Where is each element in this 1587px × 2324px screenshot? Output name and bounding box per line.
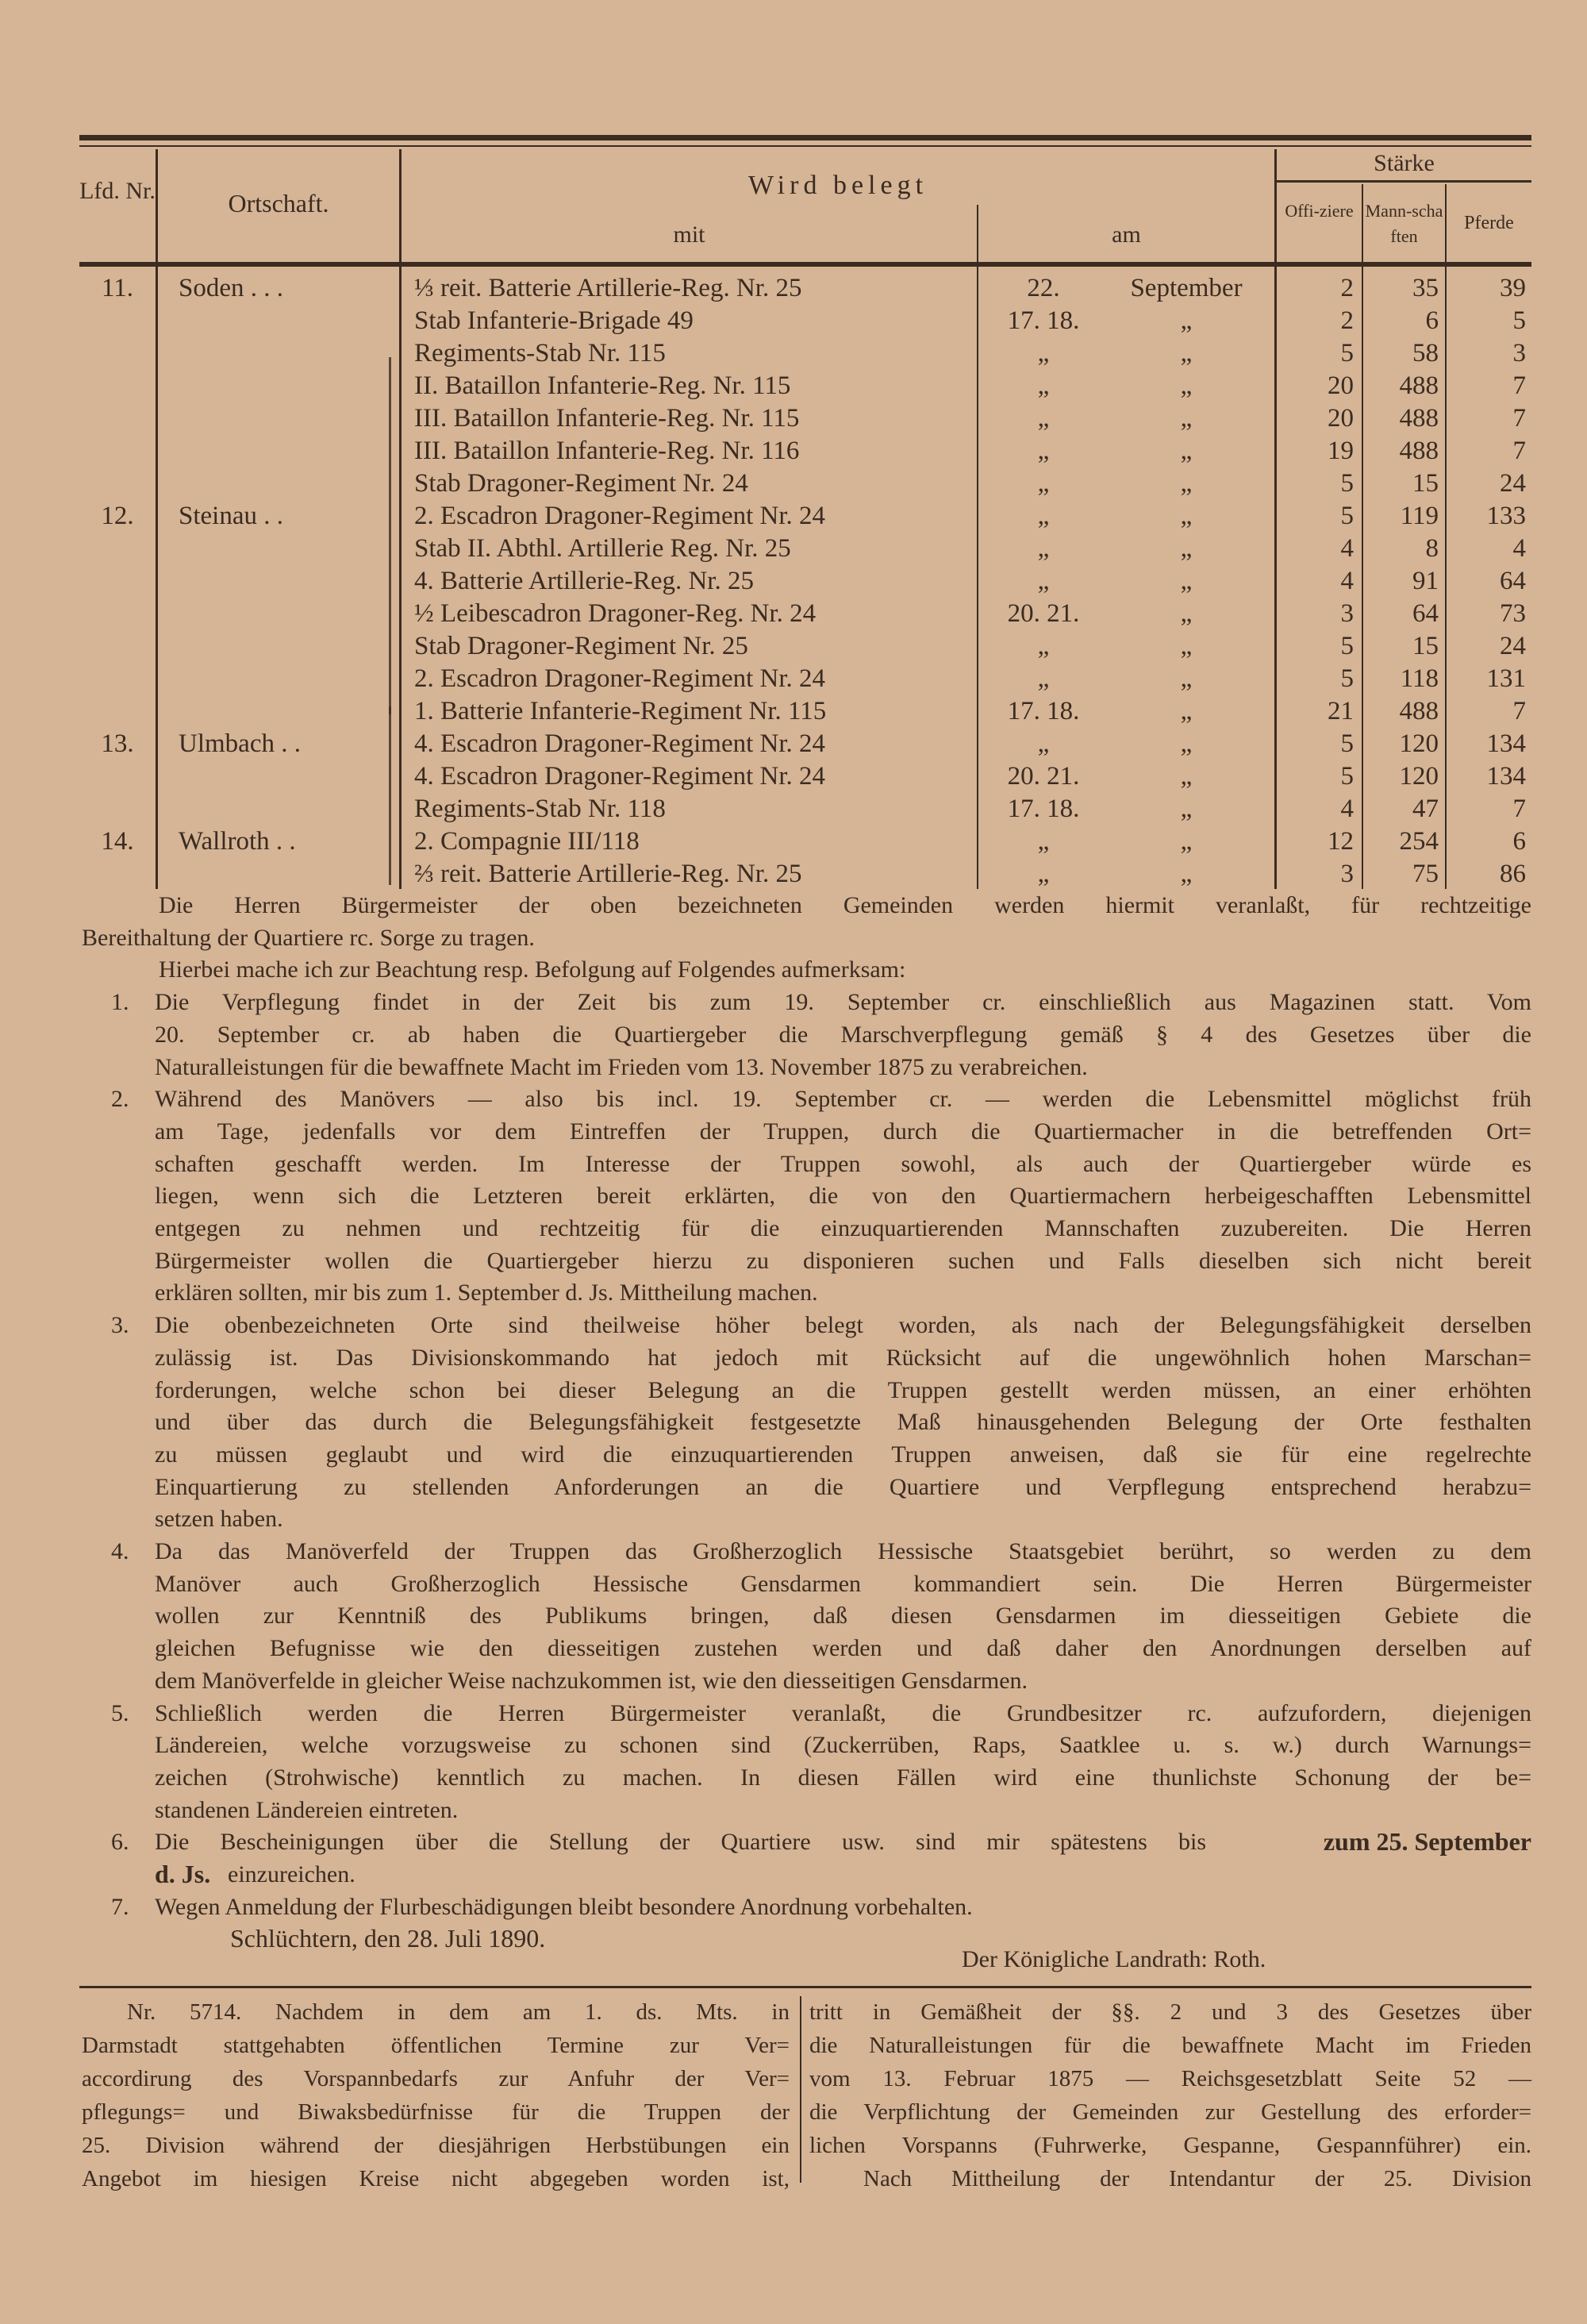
header-bottom-rule [79, 262, 1531, 267]
row-am-month: „ [1180, 762, 1193, 791]
row-ortschaft [179, 337, 393, 370]
body-line: und über das durch die Belegungsfähigkeit festgesetzte Maß hinausgehenden Belegung der Orte festhalten [155, 1409, 1531, 1436]
row-offiziere: 20 [1328, 404, 1354, 433]
row-mannschaften: 58 [1412, 339, 1439, 367]
row-am-days: „ [1037, 371, 1050, 400]
row-mit: III. Bataillon Infanterie-Reg. Nr. 115 [414, 404, 800, 433]
row-pferde: 6 [1512, 827, 1526, 856]
row-ortschaft: Wallroth . . [179, 827, 296, 856]
row-pferde: 133 [1486, 502, 1526, 530]
body-line: Einquartierung zu stellenden Anforderungen an die Quartiere und Verpflegung entsprechend herabzu= [155, 1473, 1531, 1500]
row-am-days: „ [1037, 664, 1050, 693]
notice-left-line: 25. Division während der diesjährigen Herbstübungen ein [82, 2133, 790, 2158]
notice-right-line: die Naturalleistungen für die bewaffnete Macht im Frieden [809, 2033, 1531, 2058]
row-pferde: 3 [1512, 339, 1526, 367]
row-mit: 4. Escadron Dragoner-Regiment Nr. 24 [414, 729, 826, 758]
row-ortschaft [179, 858, 393, 891]
row-am-days: 17. 18. [1007, 795, 1080, 823]
row-mit: 2. Escadron Dragoner-Regiment Nr. 24 [414, 502, 826, 530]
row-mannschaften: 8 [1425, 534, 1439, 563]
body-line: Wegen Anmeldung der Flurbeschädigungen bleibt besondere Anordnung vorbehalten. [155, 1893, 973, 1920]
header-ortschaft: Ortschaft. [228, 189, 329, 217]
row-pferde: 7 [1512, 371, 1526, 400]
col-divider-lfd [156, 149, 158, 889]
row-ortschaft [179, 305, 393, 337]
row-mit: ⅔ reit. Batterie Artillerie-Reg. Nr. 25 [414, 860, 802, 888]
body-line: Während des Manövers — also bis incl. 19. September cr. — werden die Lebensmittel möglichst früh [155, 1086, 1531, 1113]
body-line: Bürgermeister wollen die Quartiergeber hierzu zu disponieren suchen und Falls dieselben sich nicht bereit [155, 1247, 1531, 1274]
row-am-month: „ [1180, 404, 1193, 433]
body-line: 20. September cr. ab haben die Quartiergeber die Marschverpflegung gemäß § 4 des Gesetzes über die [155, 1021, 1531, 1048]
row-lfd [79, 435, 156, 467]
row-ortschaft: Ulmbach . . [179, 729, 301, 758]
row-offiziere: 20 [1328, 371, 1354, 400]
row-mannschaften: 488 [1399, 437, 1439, 465]
row-pferde: 24 [1500, 469, 1526, 498]
row-mannschaften: 6 [1425, 306, 1439, 335]
item-number: 6. [111, 1829, 129, 1856]
row-pferde: 134 [1486, 762, 1526, 791]
body-line: Ländereien, welche vorzugsweise zu schonen sind (Zuckerrüben, Raps, Saatklee u. s. w.) durch Warnungs= [155, 1732, 1531, 1759]
row-mit: Regiments-Stab Nr. 115 [414, 339, 666, 367]
row-mit: 4. Escadron Dragoner-Regiment Nr. 24 [414, 762, 826, 791]
row-am-month: „ [1180, 827, 1193, 856]
row-lfd: 14. [101, 827, 134, 856]
body-line: schaften geschafft werden. Im Interesse der Truppen sowohl, als auch der Quartiergeber würde es [155, 1150, 1531, 1177]
row-mit: Stab Dragoner-Regiment Nr. 25 [414, 632, 748, 660]
row-pferde: 7 [1512, 404, 1526, 433]
body-line: setzen haben. [155, 1506, 283, 1533]
notice-column-divider [800, 1996, 801, 2183]
notice-right-line: vom 13. Februar 1875 — Reichsgesetzblatt Seite 52 — [809, 2066, 1531, 2091]
row-lfd [79, 598, 156, 630]
row-mannschaften: 118 [1400, 664, 1439, 693]
body-line: zu müssen geglaubt und wird die einzuquartierenden Truppen anweisen, daß sie für eine regelrechte [155, 1441, 1531, 1468]
item-number: 1. [111, 989, 129, 1016]
row-am-month: „ [1180, 664, 1193, 693]
row-am-days: „ [1037, 567, 1050, 595]
row-lfd [79, 402, 156, 435]
row-mit: Stab Dragoner-Regiment Nr. 24 [414, 469, 748, 498]
row-pferde: 7 [1512, 437, 1526, 465]
row-lfd: 11. [101, 274, 134, 302]
row-am-month: „ [1180, 502, 1193, 530]
row-lfd [79, 663, 156, 695]
body-line: standenen Ländereien eintreten. [155, 1796, 459, 1823]
row-am-month: „ [1180, 795, 1193, 823]
row-am-days: „ [1037, 339, 1050, 367]
row-mannschaften: 254 [1399, 827, 1439, 856]
row-mannschaften: 120 [1399, 762, 1439, 791]
row-am-month: „ [1180, 860, 1193, 888]
notice-right-line: lichen Vorspanns (Fuhrwerke, Gespanne, Gespannführer) ein. [809, 2133, 1531, 2158]
row-am-days: „ [1037, 729, 1050, 758]
row-offiziere: 5 [1340, 664, 1354, 693]
item-number: 2. [111, 1086, 129, 1113]
row-am-month: „ [1180, 371, 1193, 400]
row-am-days: 17. 18. [1007, 306, 1080, 335]
row-am-days: „ [1037, 502, 1050, 530]
row-lfd [79, 467, 156, 500]
row-lfd [79, 337, 156, 370]
row-pferde: 131 [1486, 664, 1526, 693]
row-mannschaften: 47 [1412, 795, 1439, 823]
body-line: entgegen zu nehmen und rechtzeitig für die einzuquartierenden Mannschaften zuzubereiten. Die Herren [155, 1215, 1531, 1241]
notice-left-line: accordirung des Vorspannbedarfs zur Anfuhr der Ver= [82, 2066, 790, 2091]
body-line: Naturalleistungen für die bewaffnete Macht im Frieden vom 13. November 1875 zu verabreichen. [155, 1053, 1088, 1080]
row-mit: III. Bataillon Infanterie-Reg. Nr. 116 [414, 437, 800, 465]
row-offiziere: 12 [1328, 827, 1354, 856]
row-mannschaften: 119 [1400, 502, 1439, 530]
col-divider-ort [399, 149, 402, 889]
body-line: zeichen (Strohwische) kenntlich zu machen. In diesen Fällen wird eine thunlichste Schonung der be= [155, 1764, 1531, 1791]
item-number: 4. [111, 1538, 129, 1564]
row-ortschaft [179, 435, 393, 467]
row-mit: II. Bataillon Infanterie-Reg. Nr. 115 [414, 371, 791, 400]
row-mannschaften: 488 [1399, 697, 1439, 725]
header-mannschaften: Mann-schaften [1365, 201, 1443, 246]
row-lfd [79, 305, 156, 337]
row-mannschaften: 91 [1412, 567, 1439, 595]
row-mit: Stab Infanterie-Brigade 49 [414, 306, 694, 335]
row-mannschaften: 15 [1412, 469, 1439, 498]
row-offiziere: 4 [1340, 534, 1354, 563]
row-pferde: 134 [1486, 729, 1526, 758]
row-pferde: 64 [1500, 567, 1526, 595]
row-mit: Regiments-Stab Nr. 118 [414, 795, 666, 823]
row-offiziere: 5 [1340, 502, 1354, 530]
notice-left-line: Angebot im hiesigen Kreise nicht abgegeben worden ist, [82, 2166, 790, 2191]
body-line: Hierbei mache ich zur Beachtung resp. Befolgung auf Folgendes aufmerksam: [159, 956, 906, 983]
row-pferde: 39 [1500, 274, 1526, 302]
row-am-days: „ [1037, 404, 1050, 433]
body-line: Die Herren Bürgermeister der oben bezeichneten Gemeinden werden hiermit veranlaßt, für rechtzeitige [159, 892, 1531, 918]
row-pferde: 5 [1512, 306, 1526, 335]
row-mannschaften: 75 [1412, 860, 1439, 888]
row-pferde: 7 [1512, 795, 1526, 823]
row-am-days: 20. 21. [1007, 762, 1080, 791]
body-line: liegen, wenn sich die Letzteren bereit erklärten, die von den Quartiermachern herbeigeschafften Lebensmittel [155, 1183, 1531, 1210]
row-am-month: „ [1180, 729, 1193, 758]
row-lfd [79, 630, 156, 663]
row-ortschaft: Soden . . . [179, 274, 283, 302]
row-offiziere: 5 [1340, 469, 1354, 498]
row-offiziere: 21 [1328, 697, 1354, 725]
body-line: Die Verpflegung findet in der Zeit bis zum 19. September cr. einschließlich aus Magazinen statt. Vom [155, 989, 1531, 1016]
row-lfd [79, 793, 156, 825]
row-mit: 1. Batterie Infanterie-Regiment Nr. 115 [414, 697, 827, 725]
row-lfd [79, 370, 156, 402]
item-number: 5. [111, 1699, 129, 1726]
row-mannschaften: 64 [1412, 599, 1439, 628]
row-ortschaft [179, 598, 393, 630]
row-mit: 2. Escadron Dragoner-Regiment Nr. 24 [414, 664, 826, 693]
row-ortschaft [179, 370, 393, 402]
row-am-month: „ [1180, 437, 1193, 465]
row-offiziere: 5 [1340, 762, 1354, 791]
row-am-month: „ [1180, 567, 1193, 595]
row-lfd [79, 695, 156, 728]
staerke-rule [1275, 180, 1531, 183]
notice-right-line: die Verpflichtung der Gemeinden zur Gestellung des erforder= [809, 2099, 1531, 2125]
notice-left-line: Darmstadt stattgehabten öffentlichen Termine zur Ver= [82, 2033, 790, 2058]
header-lfd: Lfd. Nr. [79, 178, 156, 204]
notice-left-line: Nr. 5714. Nachdem in dem am 1. ds. Mts. in [127, 1999, 790, 2025]
place-date: Schlüchtern, den 28. Juli 1890. [230, 1924, 546, 1953]
row-offiziere: 3 [1340, 599, 1354, 628]
row-offiziere: 4 [1340, 567, 1354, 595]
header-wird-belegt: Wird belegt [747, 171, 928, 200]
row-am-month: „ [1180, 306, 1193, 335]
body-line: gleichen Befugnisse wie den diesseitigen zustehen werden und daß daher den Anordnungen derselben auf [155, 1635, 1531, 1662]
body-line: zulässig ist. Das Divisionskommando hat jedoch mit Rücksicht auf die ungewöhnlich hohen Marschan= [155, 1344, 1531, 1371]
row-pferde: 24 [1500, 632, 1526, 660]
body-line: forderungen, welche schon bei dieser Belegung an die Truppen gestellt werden müssen, an einer erhöhten [155, 1376, 1531, 1403]
notice-right-line: Nach Mittheilung der Intendantur der 25. Division [863, 2166, 1531, 2191]
row-mit: ⅓ reit. Batterie Artillerie-Reg. Nr. 25 [414, 274, 802, 302]
row-lfd [79, 533, 156, 565]
row-pferde: 7 [1512, 697, 1526, 725]
row-am-days: „ [1037, 437, 1050, 465]
item-number: 7. [111, 1893, 129, 1920]
row-lfd [79, 760, 156, 793]
header-am: am [1112, 221, 1141, 248]
bold-text: zum 25. September [1323, 1827, 1531, 1857]
row-am-month: „ [1180, 534, 1193, 563]
row-mit: 4. Batterie Artillerie-Reg. Nr. 25 [414, 567, 754, 595]
notice-left-line: pflegungs= und Biwaksbedürfnisse für die Truppen der [82, 2099, 790, 2125]
row-offiziere: 4 [1340, 795, 1354, 823]
body-line: Die obenbezeichneten Orte sind theilweise höher belegt worden, als nach der Belegungsfähigkeit derselben [155, 1312, 1531, 1339]
row-ortschaft [179, 533, 393, 565]
row-ortschaft: Steinau . . [179, 502, 283, 530]
row-am-days: 22. [1027, 274, 1060, 302]
row-mit: 2. Compagnie III/118 [414, 827, 640, 856]
row-offiziere: 3 [1340, 860, 1354, 888]
body-line: dem Manöverfelde in gleicher Weise nachzukommen ist, wie den diesseitigen Gensdarmen. [155, 1667, 1028, 1694]
row-am-days: 20. 21. [1007, 599, 1080, 628]
header-mit: mit [673, 221, 705, 248]
table-top-rule [79, 135, 1531, 140]
col-divider-mit-am [977, 205, 978, 889]
row-am-month: „ [1180, 632, 1193, 660]
row-lfd: 13. [101, 729, 134, 758]
row-offiziere: 2 [1340, 274, 1354, 302]
row-am-days: 17. 18. [1007, 697, 1080, 725]
row-mannschaften: 488 [1399, 404, 1439, 433]
row-offiziere: 5 [1340, 632, 1354, 660]
row-am-days: „ [1037, 469, 1050, 498]
signature: Der Königliche Landrath: Roth. [962, 1946, 1266, 1972]
header-staerke: Stärke [1374, 150, 1435, 176]
row-ortschaft [179, 467, 393, 500]
row-offiziere: 2 [1340, 306, 1354, 335]
body-line: Da das Manöverfeld der Truppen das Großherzoglich Hessische Staatsgebiet berührt, so werden zu dem [155, 1538, 1531, 1564]
row-offiziere: 19 [1328, 437, 1354, 465]
row-mannschaften: 15 [1412, 632, 1439, 660]
row-offiziere: 5 [1340, 729, 1354, 758]
body-line: Bereithaltung der Quartiere rc. Sorge zu tragen. [82, 924, 535, 951]
notice-right-line: tritt in Gemäßheit der §§. 2 und 3 des Gesetzes über [809, 1999, 1531, 2025]
body-line: Schließlich werden die Herren Bürgermeister veranlaßt, die Grundbesitzer rc. aufzufordern, diejenigen [155, 1699, 1531, 1726]
row-ortschaft [179, 760, 393, 793]
row-lfd [79, 858, 156, 891]
row-pferde: 86 [1500, 860, 1526, 888]
row-ortschaft [179, 695, 393, 728]
row-mit: ½ Leibescadron Dragoner-Reg. Nr. 24 [414, 599, 817, 628]
header-pferde: Pferde [1464, 213, 1514, 233]
row-lfd [79, 565, 156, 598]
body-line: am Tage, jedenfalls vor dem Eintreffen der Truppen, durch die Quartiermacher in die betreffenden Ort= [155, 1118, 1531, 1145]
bold-text: d. Js. [155, 1860, 211, 1888]
row-am-month: „ [1180, 469, 1193, 498]
notice-divider-rule [79, 1986, 1531, 1988]
row-ortschaft [179, 663, 393, 695]
row-ortschaft [179, 630, 393, 663]
header-offiziere: Offi-ziere [1285, 201, 1354, 221]
body-line: einzureichen. [228, 1861, 355, 1887]
table-top-thin-rule [79, 145, 1531, 147]
row-pferde: 73 [1500, 599, 1526, 628]
row-lfd: 12. [101, 502, 134, 530]
row-pferde: 4 [1512, 534, 1526, 563]
row-am-month: „ [1180, 599, 1193, 628]
row-am-days: „ [1037, 534, 1050, 563]
row-am-days: „ [1037, 860, 1050, 888]
row-ortschaft [179, 793, 393, 825]
body-line: Die Bescheinigungen über die Stellung der Quartiere usw. sind mir spätestens bis [155, 1829, 1206, 1856]
row-mannschaften: 120 [1399, 729, 1439, 758]
row-am-month: September [1130, 274, 1243, 302]
item-number: 3. [111, 1312, 129, 1339]
row-am-month: „ [1180, 697, 1193, 725]
row-am-days: „ [1037, 827, 1050, 856]
row-offiziere: 5 [1340, 339, 1354, 367]
row-am-month: „ [1180, 339, 1193, 367]
row-mannschaften: 35 [1412, 274, 1439, 302]
body-line: Manöver auch Großherzoglich Hessische Gensdarmen kommandiert sein. Die Herren Bürgermeister [155, 1570, 1531, 1597]
row-am-days: „ [1037, 632, 1050, 660]
row-ortschaft [179, 565, 393, 598]
body-line: wollen zur Kenntniß des Publikums bringen, daß diesen Gensdarmen im diesseitigen Gebiete die [155, 1603, 1531, 1629]
row-mit: Stab II. Abthl. Artillerie Reg. Nr. 25 [414, 534, 791, 563]
body-line: erklären sollten, mir bis zum 1. September d. Js. Mittheilung machen. [155, 1279, 818, 1306]
row-ortschaft [179, 402, 393, 435]
row-mannschaften: 488 [1399, 371, 1439, 400]
